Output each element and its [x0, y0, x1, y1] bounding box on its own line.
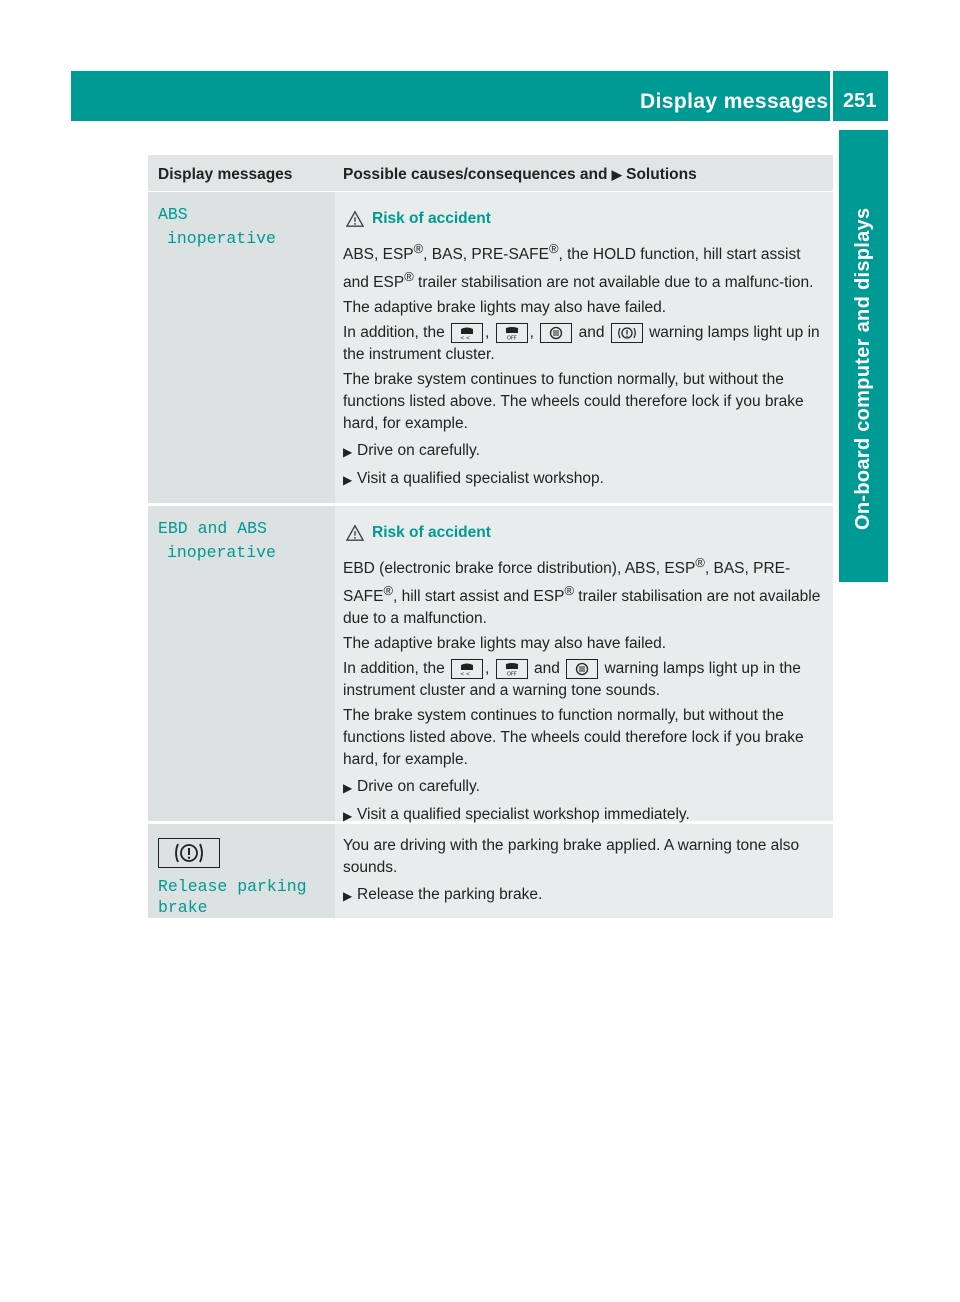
paragraph: The adaptive brake lights may also have failed.	[343, 299, 667, 317]
risk-warning	[343, 522, 829, 544]
step-arrow-icon: ▶	[343, 473, 353, 488]
svg-text:OFF: OFF	[506, 335, 517, 341]
step-item: ▶ Visit a qualified specialist workshop.	[343, 468, 829, 491]
paragraph: EBD (electronic brake force distribution), ABS, ESP®, BAS, PRE-SAFE®, hill start assist and ESP® trailer stabilisation are not available due to a malfunction.	[343, 555, 821, 628]
step-arrow-icon: ▶	[343, 781, 353, 796]
paragraph: ABS, ESP®, BAS, PRE-SAFE®, the HOLD function, hill start assist and ESP® trailer stabilisation are not available due to a malfunc-tion.	[343, 241, 814, 292]
page-number: 251	[843, 90, 877, 112]
message-line-1: Release parking	[158, 877, 307, 896]
paragraph: The brake system continues to function normally, but without the functions listed above. The wheels could therefore lock if you brake hard, for example.	[343, 371, 804, 433]
step-arrow-icon: ▶	[343, 889, 353, 903]
abs-circle-lamp-icon	[566, 659, 598, 679]
page-title: Display messages	[640, 90, 829, 113]
message-line-1: ABS	[158, 205, 188, 224]
solution-cell	[335, 824, 833, 918]
message-line-2: brake	[158, 898, 208, 917]
esp-off-lamp-icon	[496, 659, 528, 679]
step-item: ▶ Visit a qualified specialist workshop immediately.	[343, 804, 829, 827]
solution-cell	[335, 506, 833, 824]
table-row	[148, 192, 833, 506]
header-divider	[830, 71, 833, 121]
side-tab-label: On-board computer and displays	[852, 207, 874, 530]
warning-triangle-icon	[346, 210, 364, 228]
table-row	[148, 824, 833, 918]
abs-lamp-icon	[451, 323, 483, 343]
table-row	[148, 506, 833, 824]
step-item: ▶ Drive on carefully.	[343, 776, 829, 799]
brake-lamp-icon	[611, 323, 643, 343]
step-arrow-icon: ▶	[343, 809, 353, 824]
paragraph: The adaptive brake lights may also have failed.	[343, 635, 667, 653]
message-line-1: EBD and ABS	[158, 519, 267, 538]
abs-lamp-icon	[451, 659, 483, 679]
message-line-2: inoperative	[167, 229, 276, 248]
esp-off-lamp-icon	[496, 323, 528, 343]
step-arrow-icon: ▶	[343, 445, 353, 460]
message-cell	[148, 824, 335, 918]
message-cell	[148, 506, 335, 821]
column-header-causes: Possible causes/consequences and ▶ Solutions	[343, 166, 697, 183]
step-item: ▶ Drive on carefully.	[343, 440, 829, 463]
svg-text:< <: < <	[460, 335, 470, 341]
abs-circle-lamp-icon	[540, 323, 572, 343]
paragraph: You are driving with the parking brake applied. A warning tone also sounds.	[343, 837, 800, 876]
play-arrow-icon: ▶	[611, 167, 622, 182]
warning-triangle-icon	[346, 524, 364, 542]
message-line-2: inoperative	[167, 543, 276, 562]
step-item: ▶ Release the parking brake.	[343, 884, 829, 907]
risk-warning	[343, 208, 829, 230]
solution-cell	[335, 192, 833, 503]
svg-text:OFF: OFF	[506, 671, 517, 677]
risk-label: Risk of accident	[372, 210, 491, 227]
paragraph: In addition, the < < , OFF and warning lamps light up in the instrument cluster and a warning tone sounds.	[343, 660, 801, 700]
paragraph: The brake system continues to function normally, but without the functions listed above. The wheels could therefore lock if you brake hard, for example.	[343, 707, 804, 769]
column-header-messages: Display messages	[158, 166, 293, 183]
display-messages-table	[148, 155, 833, 918]
svg-text:< <: < <	[460, 671, 470, 677]
parking-brake-icon	[158, 838, 220, 868]
risk-label: Risk of accident	[372, 524, 491, 541]
table-header	[148, 155, 833, 192]
message-cell	[148, 192, 335, 503]
paragraph: In addition, the < < , OFF , and warning lamps light up in the instrument cluster.	[343, 324, 820, 364]
